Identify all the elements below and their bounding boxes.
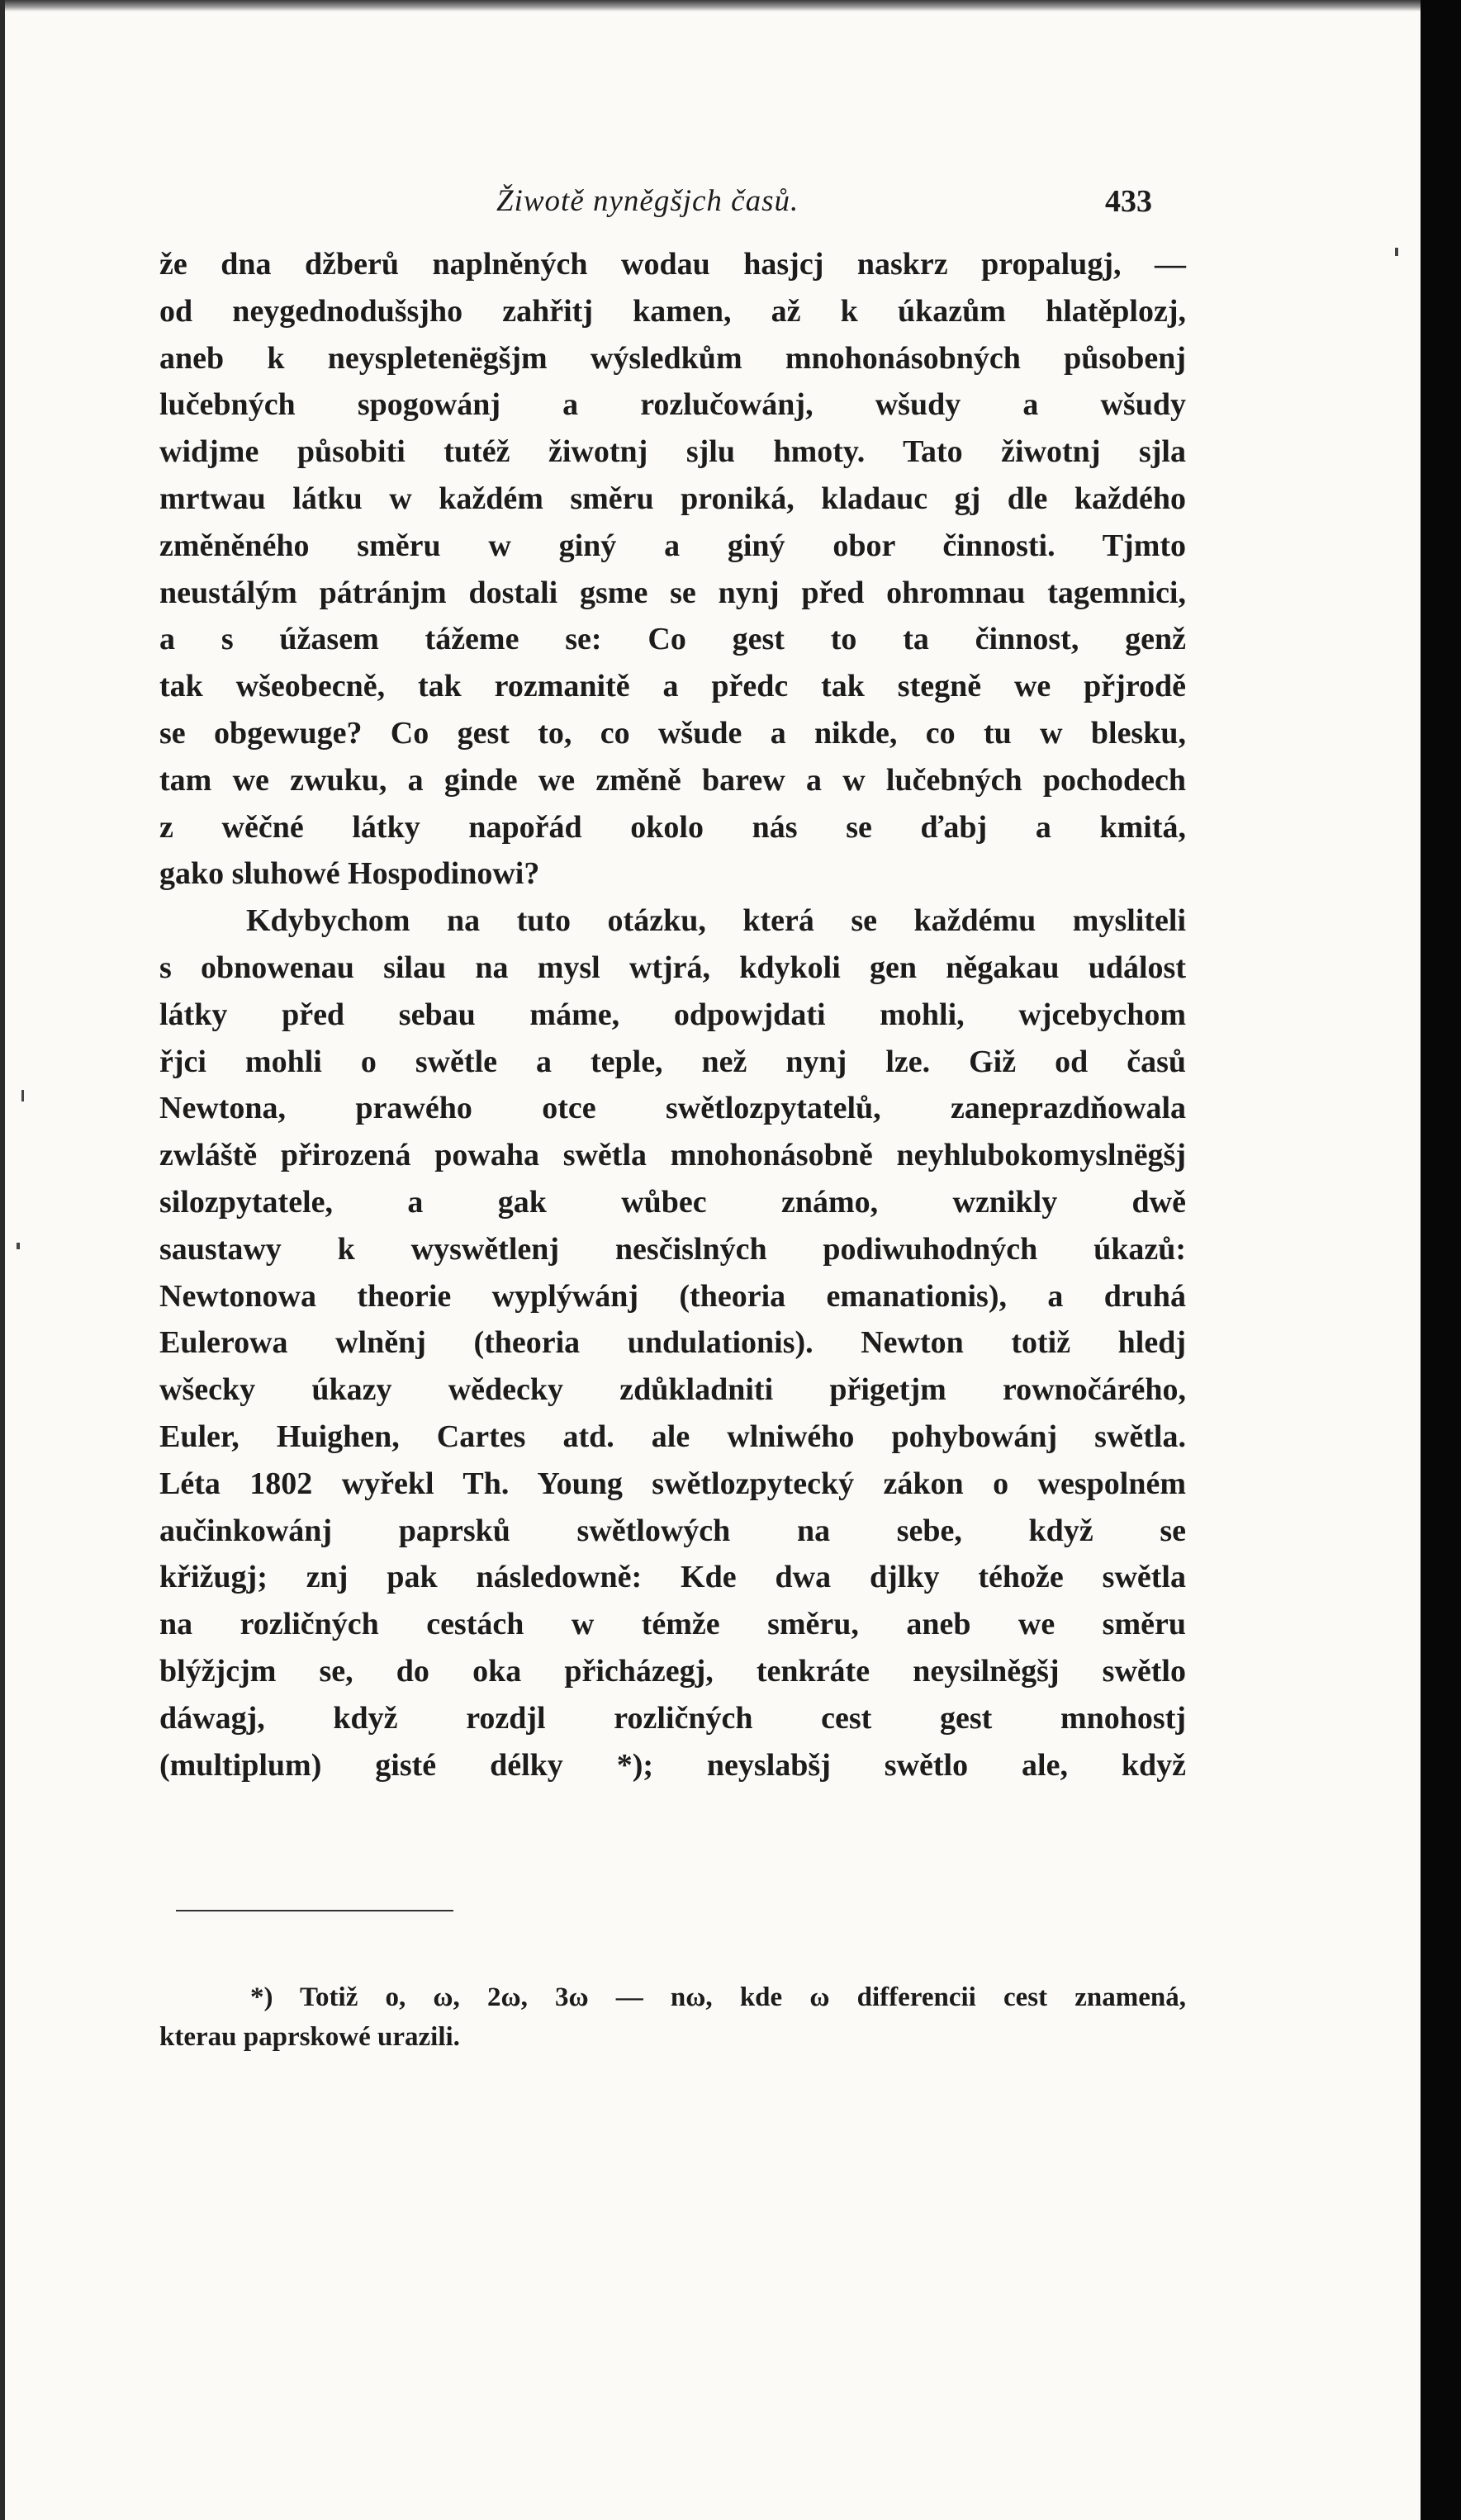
- text-line: saustawy k wyswětlenj nesčislných podiwuhodných úkazů:: [159, 1231, 1186, 1267]
- text-line: aučinkowánj paprsků swětlowých na sebe, když se: [159, 1513, 1186, 1548]
- text-line: z wěčné látky napořád okolo nás se ďabj a kmitá,: [159, 809, 1186, 845]
- text-line: zwláště přirozená powaha swětla mnohonásobně neyhlubokomyslnëgšj: [159, 1138, 1186, 1173]
- text-line: Léta 1802 wyřekl Th. Young swětlozpytecký zákon o wespolném: [159, 1466, 1186, 1501]
- text-line: mrtwau látku w každém směru proniká, kladauc gj dle každého: [159, 481, 1186, 516]
- running-head: Žiwotě nyněgšjch časů.: [496, 184, 799, 218]
- text-line: gako sluhowé Hospodinowi?: [159, 856, 540, 892]
- text-line: a s úžasem tážeme se: Co gest to ta činnost, genž: [159, 622, 1186, 657]
- text-line: na rozličných cestách w témže směru, aneb we směru: [159, 1607, 1186, 1642]
- text-line: neustálým pátránjm dostali gsme se nynj před ohromnau tagemnici,: [159, 575, 1186, 610]
- text-line: látky před sebau máme, odpowjdati mohli, wjcebychom: [159, 997, 1186, 1032]
- text-line: řjci mohli o swětle a teple, než nynj lze. Giž od časů: [159, 1044, 1186, 1079]
- paragraph-start-line: Kdybychom na tuto otázku, která se každému mysliteli: [246, 903, 1186, 939]
- text-line: tak wšeobecně, tak rozmanitě a předc tak stegně we přjrodě: [159, 669, 1186, 704]
- scan-top-edge: [5, 0, 1425, 12]
- text-line: že dna džberů naplněných wodau hasjcj naskrz propalugj, —: [159, 247, 1186, 282]
- body-text: [159, 241, 1186, 1788]
- text-line: od neygednodušsjho zahřitj kamen, až k úkazům hlatěplozj,: [159, 293, 1186, 329]
- text-line: tam we zwuku, a ginde we změně barew a w lučebných pochodech: [159, 762, 1186, 798]
- text-line: widjme působiti tutéž žiwotnj sjlu hmoty. Tato žiwotnj sjla: [159, 434, 1186, 470]
- text-line: změněného směru w giný a giný obor činnosti. Tjmto: [159, 528, 1186, 563]
- footnote-line: *) Totiž o, ω, 2ω, 3ω — nω, kde ω differencii cest znamená,: [250, 1982, 1186, 2012]
- text-line: Newtonowa theorie wyplýwánj (theoria emanationis), a druhá: [159, 1278, 1186, 1314]
- scan-speck: [21, 1090, 24, 1101]
- text-line: silozpytatele, a gak wůbec známo, wznikly dwě: [159, 1184, 1186, 1220]
- footnote-line: kterau paprskowé urazili.: [159, 2022, 460, 2052]
- text-line: s obnowenau silau na mysl wtjrá, kdykoli gen něgakau událost: [159, 950, 1186, 985]
- text-line: křižugj; znj pak následowně: Kde dwa djlky téhože swětla: [159, 1560, 1186, 1595]
- scan-speck: [17, 1243, 20, 1249]
- text-line: se obgewuge? Co gest to, co wšude a nikde, co tu w blesku,: [159, 715, 1186, 751]
- page-number: 433: [1105, 184, 1152, 219]
- footnote-divider: [176, 1910, 453, 1911]
- scan-speck: [1395, 248, 1398, 256]
- text-line: Eulerowa wlněnj (theoria undulationis). Newton totiž hledj: [159, 1325, 1186, 1361]
- footnote: [159, 1978, 1186, 2057]
- text-line: blýžjcjm se, do oka přicházegj, tenkráte neysilněgšj swětlo: [159, 1653, 1186, 1689]
- text-line: aneb k neyspletenëgšjm wýsledkům mnohonásobných působenj: [159, 340, 1186, 376]
- text-line: (multiplum) gisté délky *); neyslabšj swětlo ale, když: [159, 1747, 1186, 1783]
- text-line: dáwagj, když rozdjl rozličných cest gest mnohostj: [159, 1700, 1186, 1736]
- text-line: Newtona, prawého otce swětlozpytatelů, zaneprazdňowala: [159, 1091, 1186, 1126]
- text-line: Euler, Huighen, Cartes atd. ale wlniwého pohybowánj swětla.: [159, 1419, 1186, 1454]
- text-line: lučebných spogowánj a rozlučowánj, wšudy a wšudy: [159, 387, 1186, 423]
- scan-dark-margin: [1421, 0, 1461, 2520]
- text-line: wšecky úkazy wědecky zdůkladniti přigetjm rownočárého,: [159, 1372, 1186, 1408]
